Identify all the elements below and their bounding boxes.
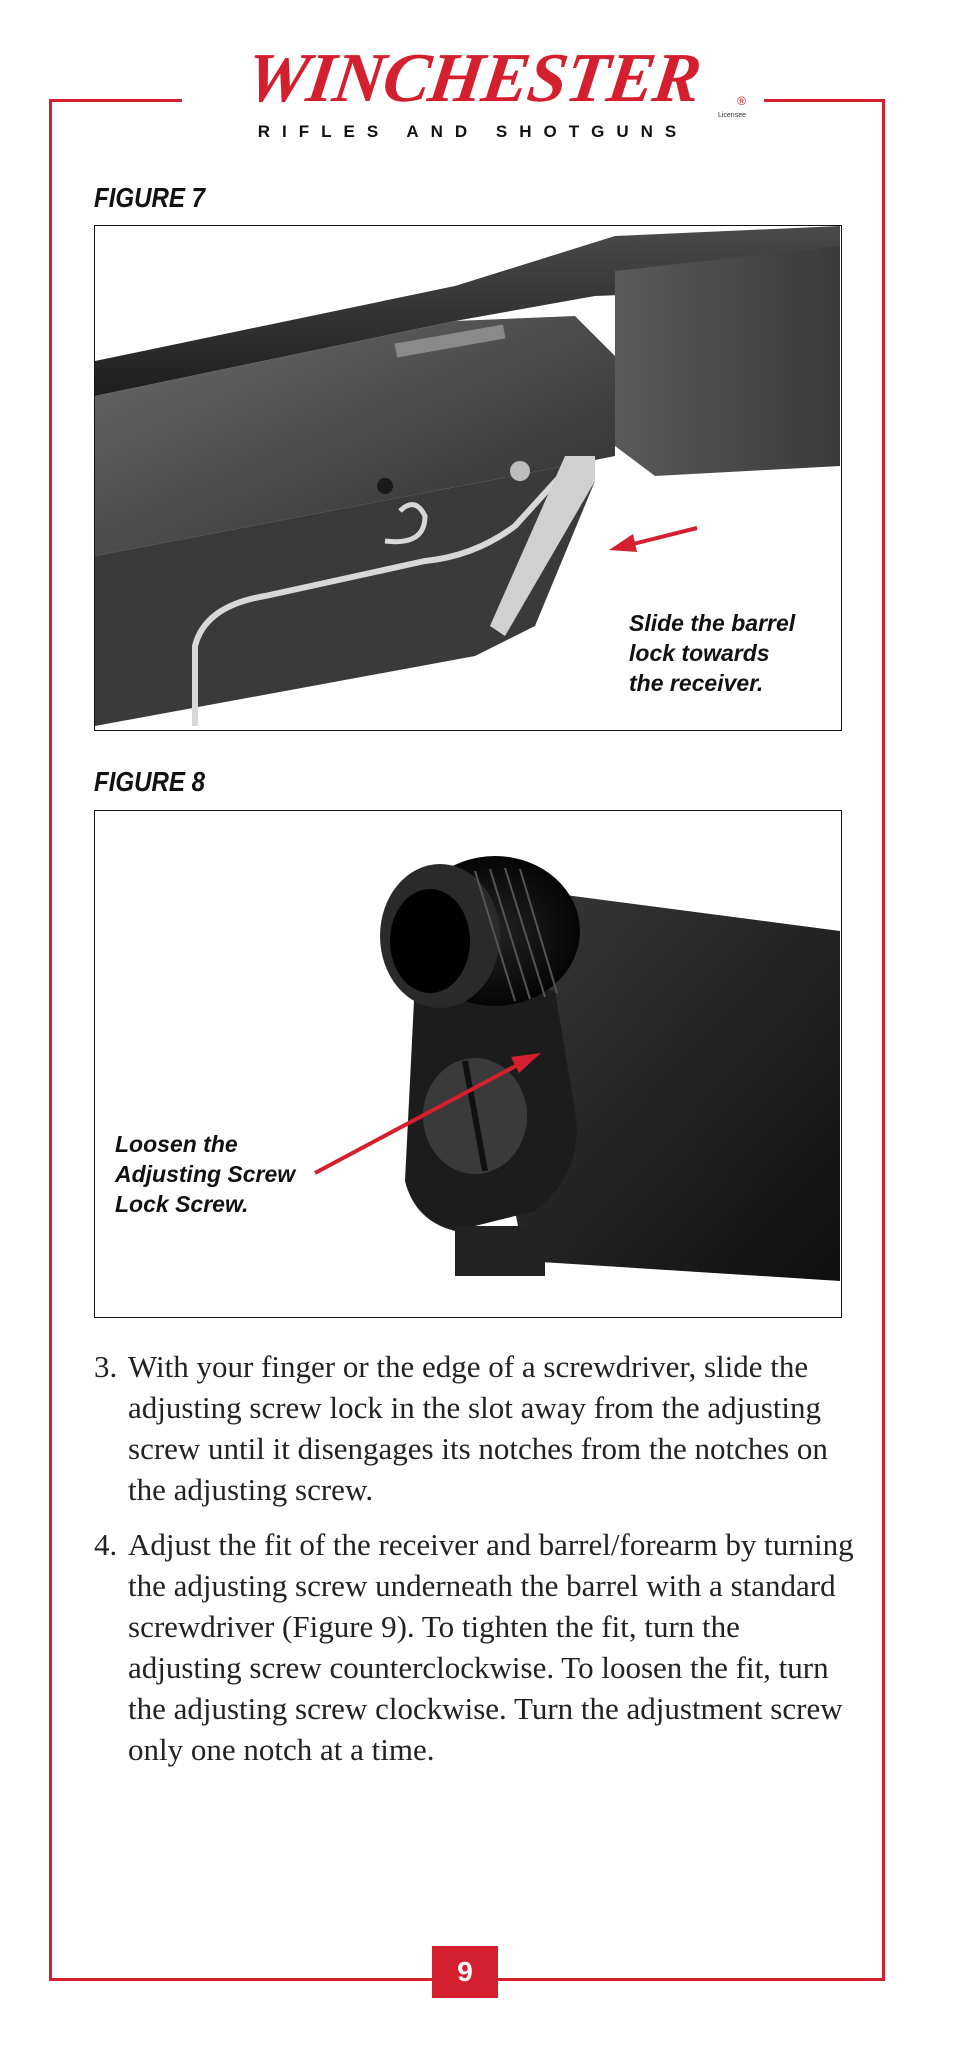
- step-number: 3.: [94, 1349, 118, 1384]
- caption-line: Loosen the: [115, 1131, 238, 1157]
- caption-line: lock towards: [629, 640, 770, 666]
- licensee-label: Licensee: [717, 112, 746, 119]
- caption-line: the receiver.: [629, 670, 764, 696]
- step-item: [94, 1524, 854, 1770]
- brand-wordmark: WINCHESTER: [241, 40, 705, 117]
- figure-7-label: FIGURE 7: [94, 182, 206, 213]
- instruction-steps: [94, 1346, 854, 1784]
- brand-tagline: RIFLES AND SHOTGUNS: [257, 122, 689, 141]
- step-item: [94, 1346, 854, 1510]
- figure-7-caption: [629, 608, 795, 698]
- figure-7-photo: [94, 225, 842, 731]
- caption-line: Slide the barrel: [629, 610, 796, 636]
- registered-mark: ®: [737, 94, 746, 108]
- brand-logo: [182, 40, 764, 150]
- page-number: 9: [432, 1946, 498, 1998]
- figure-8-photo: [94, 810, 842, 1318]
- step-number: 4.: [94, 1527, 118, 1562]
- step-text: Adjust the fit of the receiver and barrel/forearm by turning the adjusting screw underneath the barrel with a standard screwdriver (Figure 9). To tighten the fit, turn the adjusting screw counterclockwise. To loosen the fit, turn the adjusting screw clockwise. Turn the adjustment screw only one notch at a time.: [128, 1527, 854, 1767]
- figure-8-caption: [115, 1129, 295, 1219]
- figure-8-label: FIGURE 8: [94, 766, 206, 797]
- step-text: With your finger or the edge of a screwdriver, slide the adjusting screw lock in the slot away from the adjusting screw until it disengages its notches from the notches on the adjusting screw.: [128, 1349, 828, 1507]
- caption-line: Adjusting Screw: [115, 1161, 296, 1187]
- caption-line: Lock Screw.: [115, 1191, 249, 1217]
